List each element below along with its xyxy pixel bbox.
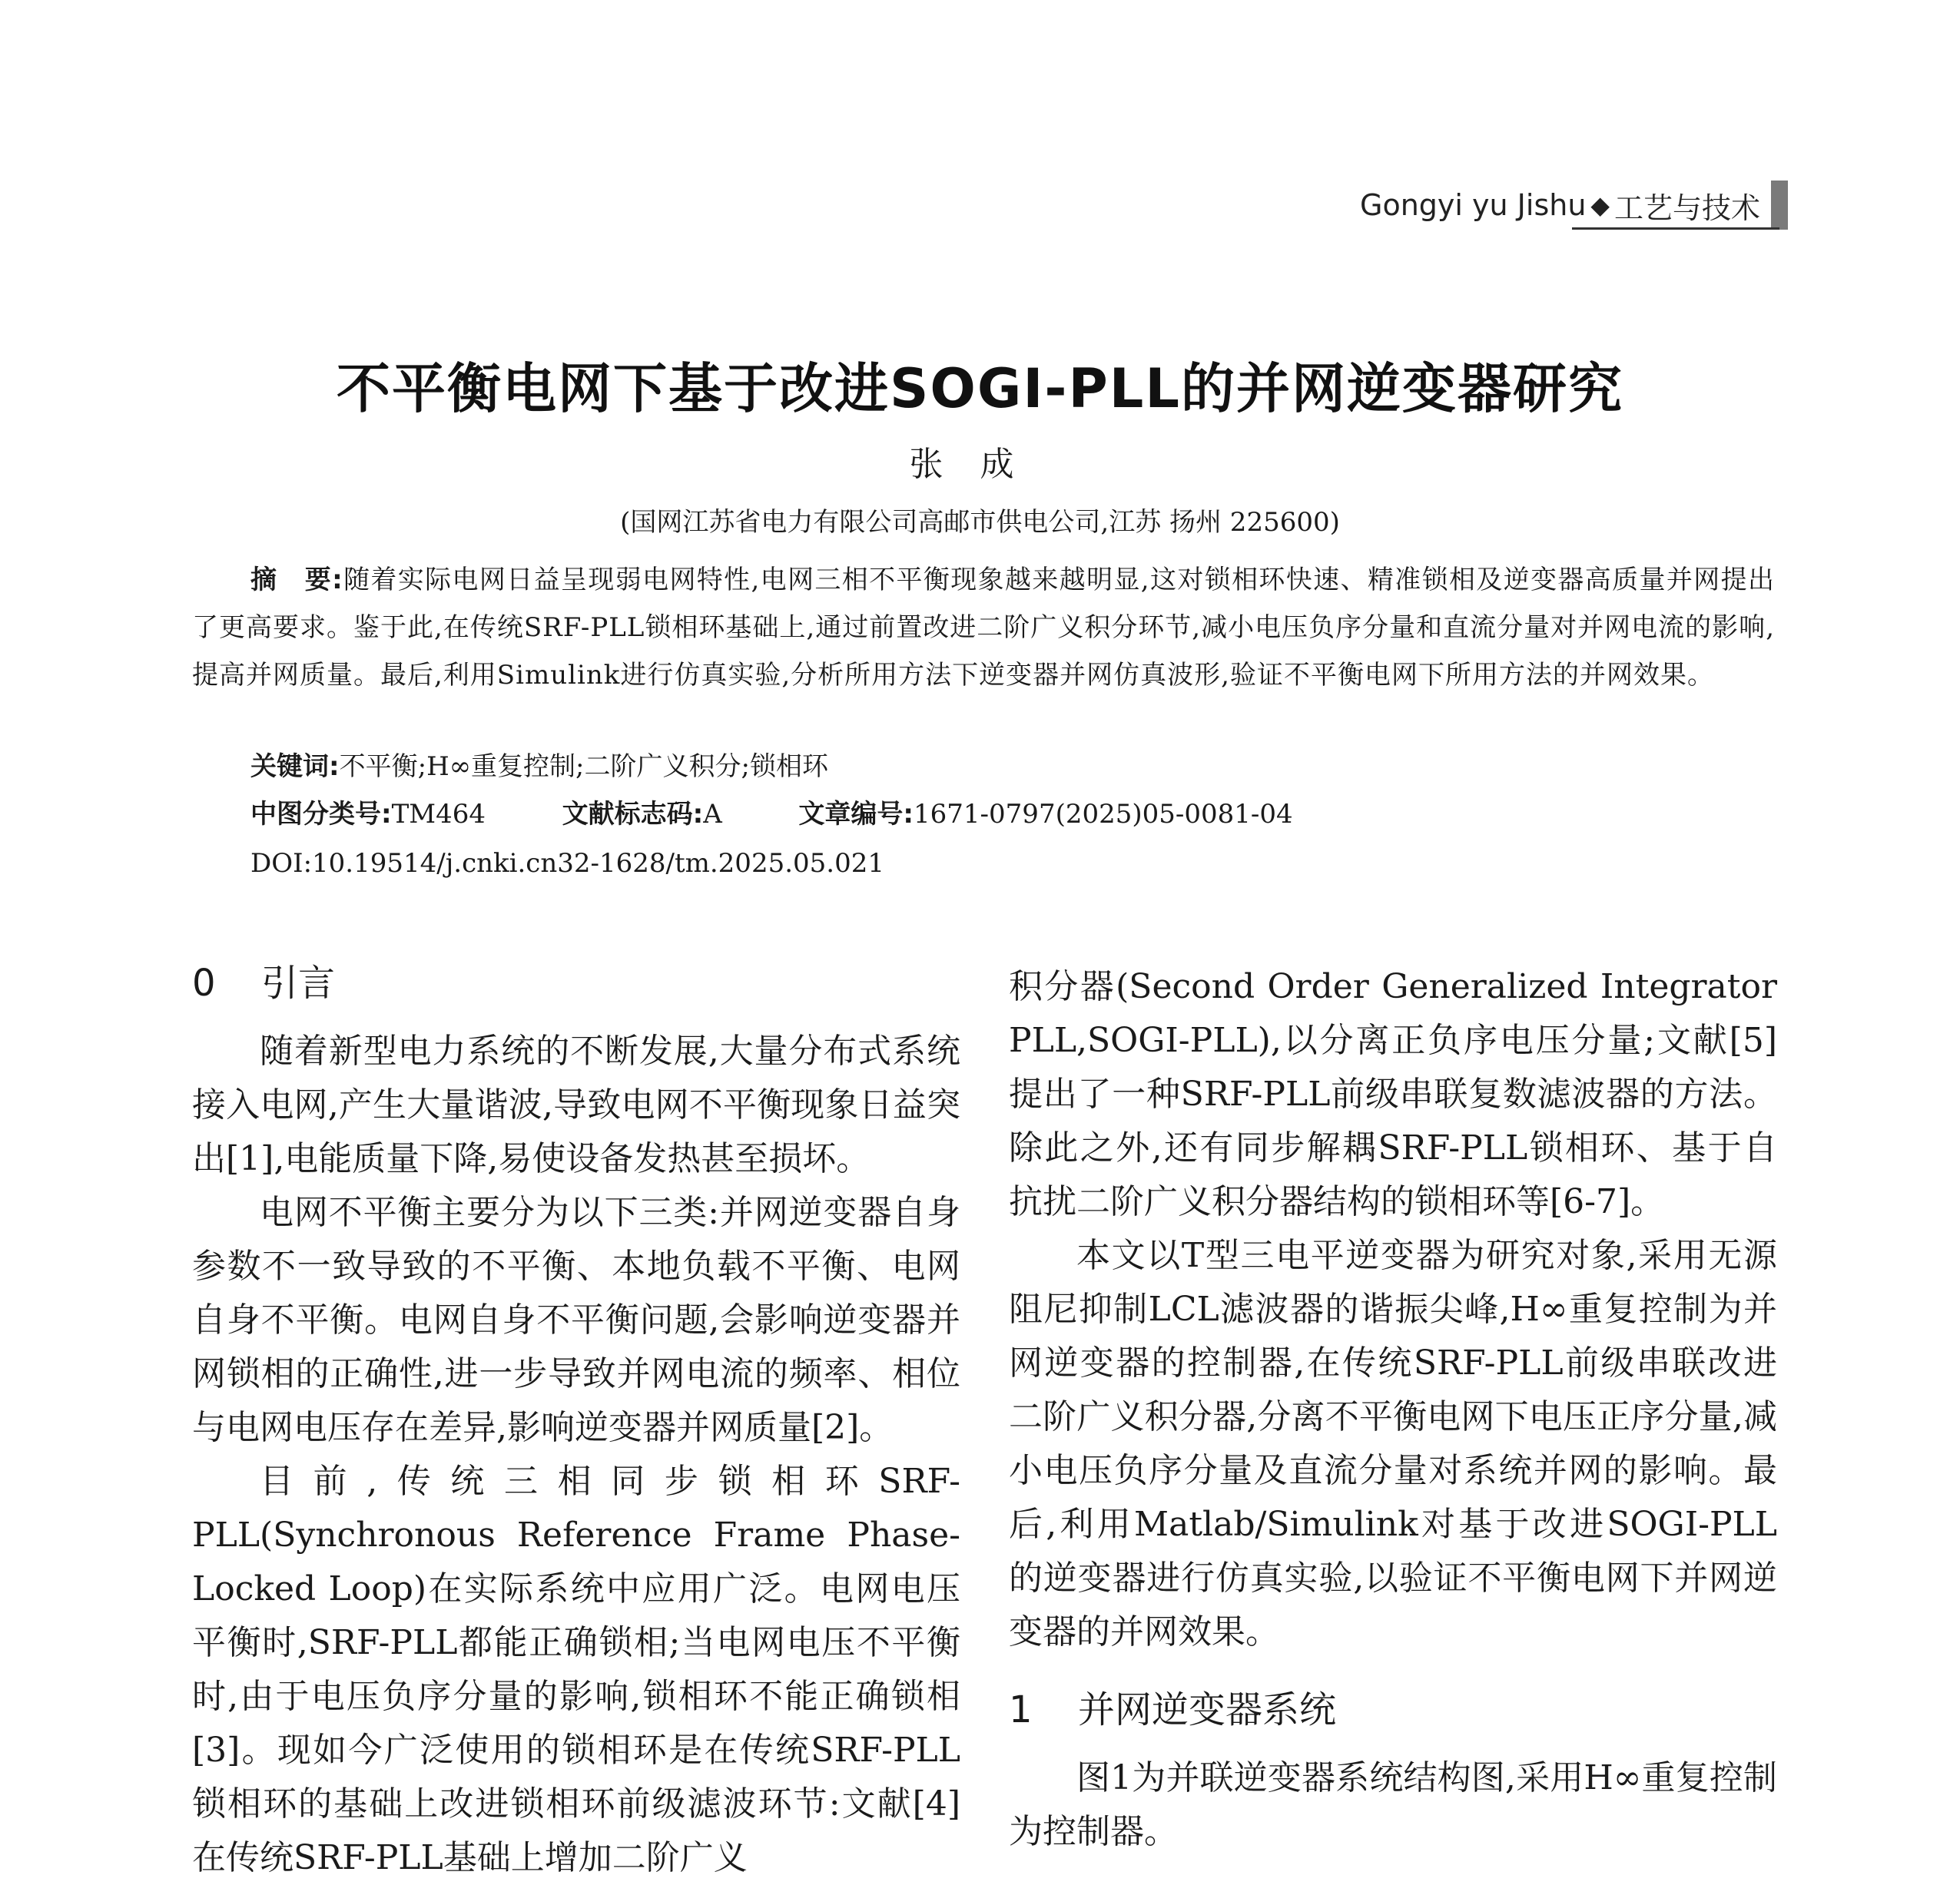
intro-paragraph: 电网不平衡主要分为以下三类:并网逆变器自身参数不一致导致的不平衡、本地负载不平衡、电网自身不平衡。电网自身不平衡问题,会影响逆变器并网锁相的正确性,进一步导致并网电流的频率、相位与电网电压存在差异,影响逆变器并网质量[2]。 (192, 1193, 960, 1447)
clc-value: TM464 (391, 799, 486, 830)
header-section: 工艺与技术 (1614, 190, 1761, 225)
body-paragraph: 本文以T型三电平逆变器为研究对象,采用无源阻尼抑制LCL滤波器的谐振尖峰,H∞重复控制为并网逆变器的控制器,在传统SRF-PLL前级串联改进二阶广义积分器,分离不平衡电网下电压正序分量,减小电压负序分量及直流分量对系统并网的影响。最后,利用Matlab/Simulink对基于改进SOGI-PLL的逆变器进行仿真实验,以验证不平衡电网下并网逆变器的并网效果。 (1009, 1236, 1777, 1651)
keywords (250, 751, 828, 782)
abstract-text: 随着实际电网日益呈现弱电网特性,电网三相不平衡现象越来越明显,这对锁相环快速、精准锁相及逆变器高质量并网提出了更高要求。鉴于此,在传统SRF-PLL锁相环基础上,通过前置改进二阶广义积分环节,减小电压负序分量和直流分量对并网电流的影响,提高并网质量。最后,利用Simulink进行仿真实验,分析所用方法下逆变器并网仿真波形,验证不平衡电网下所用方法的并网效果。 (192, 565, 1775, 691)
doc-code-value: A (703, 799, 722, 830)
continuation-paragraph: 积分器(Second Order Generalized Integrator PLL,SOGI-PLL),以分离正负序电压分量;文献[5]提出了一种SRF-PLL前级串联复数滤波器的方法。除此之外,还有同步解耦SRF-PLL锁相环、基于自抗扰二阶广义积分器结构的锁相环等[6-7]。 (1009, 967, 1777, 1221)
doi-line (250, 848, 884, 879)
abstract (192, 556, 1775, 699)
section-number: 1 (1009, 1688, 1033, 1731)
article-number-value: 1671-0797(2025)05-0081-04 (914, 799, 1293, 830)
doi-value: 10.19514/j.cnki.cn32-1628/tm.2025.05.021 (312, 848, 884, 879)
section-heading-system (1009, 1679, 1777, 1741)
header-pinyin: Gongyi yu Jishu (1360, 188, 1587, 222)
intro-paragraph: 随着新型电力系统的不断发展,大量分布式系统接入电网,产生大量谐波,导致电网不平衡现象日益突出[1],电能质量下降,易使设备发热甚至损坏。 (192, 1032, 960, 1178)
section-heading-intro (192, 952, 960, 1014)
paper-title: 不平衡电网下基于改进SOGI-PLL的并网逆变器研究 (337, 357, 1623, 420)
keywords-label: 关键词: (250, 751, 340, 782)
author-affiliation: (国网江苏省电力有限公司高邮市供电公司,江苏 扬州 225600) (620, 507, 1340, 538)
section-number: 0 (192, 962, 216, 1005)
author-name: 张成 (909, 445, 1051, 484)
abstract-label: 摘 要: (250, 565, 343, 595)
doc-code-label: 文献标志码: (562, 799, 704, 830)
section-title: 并网逆变器系统 (1078, 1688, 1337, 1731)
running-header (1360, 181, 1788, 230)
header-bar-decoration (1771, 181, 1788, 230)
body-paragraph: 图1为并联逆变器系统结构图,采用H∞重复控制为控制器。 (1009, 1758, 1777, 1851)
doi-label: DOI: (250, 848, 313, 879)
clc-label: 中图分类号: (250, 799, 392, 830)
article-number-label: 文章编号: (798, 799, 914, 830)
classification-line (250, 799, 1293, 830)
right-column (1009, 960, 1777, 1859)
keywords-text: 不平衡;H∞重复控制;二阶广义积分;锁相环 (339, 751, 828, 782)
left-column (192, 952, 960, 1885)
diamond-icon: ◆ (1590, 190, 1610, 220)
intro-paragraph: 目前,传统三相同步锁相环SRF-PLL(Synchronous Reference Frame Phase-Locked Loop)在实际系统中应用广泛。电网电压平衡时,SRF-PLL都能正确锁相;当电网电压不平衡时,由于电压负序分量的影响,锁相环不能正确锁相[3]。现如今广泛使用的锁相环是在传统SRF-PLL锁相环的基础上改进锁相环前级滤波环节:文献[4]在传统SRF-PLL基础上增加二阶广义 (192, 1462, 960, 1877)
header-underline (1572, 227, 1779, 230)
section-title: 引言 (261, 962, 336, 1005)
